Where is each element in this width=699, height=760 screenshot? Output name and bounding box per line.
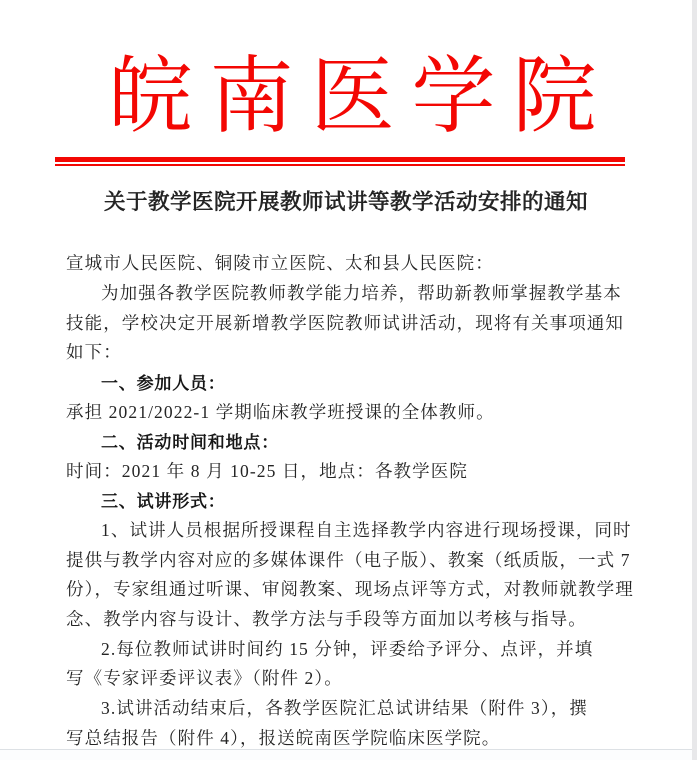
section-heading-1: 一、参加人员： [101, 373, 226, 393]
letterhead-title: 皖南医学院 [108, 51, 614, 144]
body-line: 3.试讲活动结束后，各教学医院汇总试讲结果（附件 3），撰 [101, 697, 588, 718]
body-line: 写《专家评委评议表》（附件 2）。 [66, 668, 343, 689]
section-heading-3: 三、试讲形式： [101, 492, 226, 512]
page-bottom-margin [0, 750, 692, 760]
window-right-edge [692, 0, 697, 760]
body-line: 1、试讲人员根据所授课程自主选择教学内容进行现场授课，同时 [101, 520, 632, 541]
body-line: 承担 2021/2022-1 学期临床教学班授课的全体教师。 [66, 401, 495, 422]
body-line: 2.每位教师试讲时间约 15 分钟，评委给予评分、点评，并填 [101, 638, 594, 659]
body-line: 念、教学内容与设计、教学方法与手段等方面加以考核与指导。 [66, 609, 587, 629]
body-line: 为加强各教学医院教师教学能力培养，帮助新教师掌握教学基本 [101, 282, 622, 303]
body-line: 写总结报告（附件 4），报送皖南医学院临床医学院。 [66, 727, 501, 748]
section-heading-2: 二、活动时间和地点： [101, 433, 279, 453]
document-body [66, 248, 632, 752]
body-line: 份），专家组通过听课、审阅教案、现场点评等方式，对教师就教学理 [66, 579, 634, 600]
body-line: 时间：2021 年 8 月 10-25 日，地点：各教学医院 [66, 460, 468, 481]
salutation-line: 宣城市人民医院、铜陵市立医院、太和县人民医院： [66, 253, 494, 274]
body-line: 提供与教学内容对应的多媒体课件（电子版）、教案（纸质版，一式 7 [66, 549, 631, 570]
divider-thin-line [55, 164, 625, 166]
body-line: 如下： [66, 342, 122, 363]
body-line: 技能，学校决定开展新增教学医院教师试讲活动，现将有关事项通知 [66, 312, 624, 333]
document-title: 关于教学医院开展教师试讲等教学活动安排的通知 [103, 190, 588, 214]
letterhead-divider [55, 157, 625, 166]
